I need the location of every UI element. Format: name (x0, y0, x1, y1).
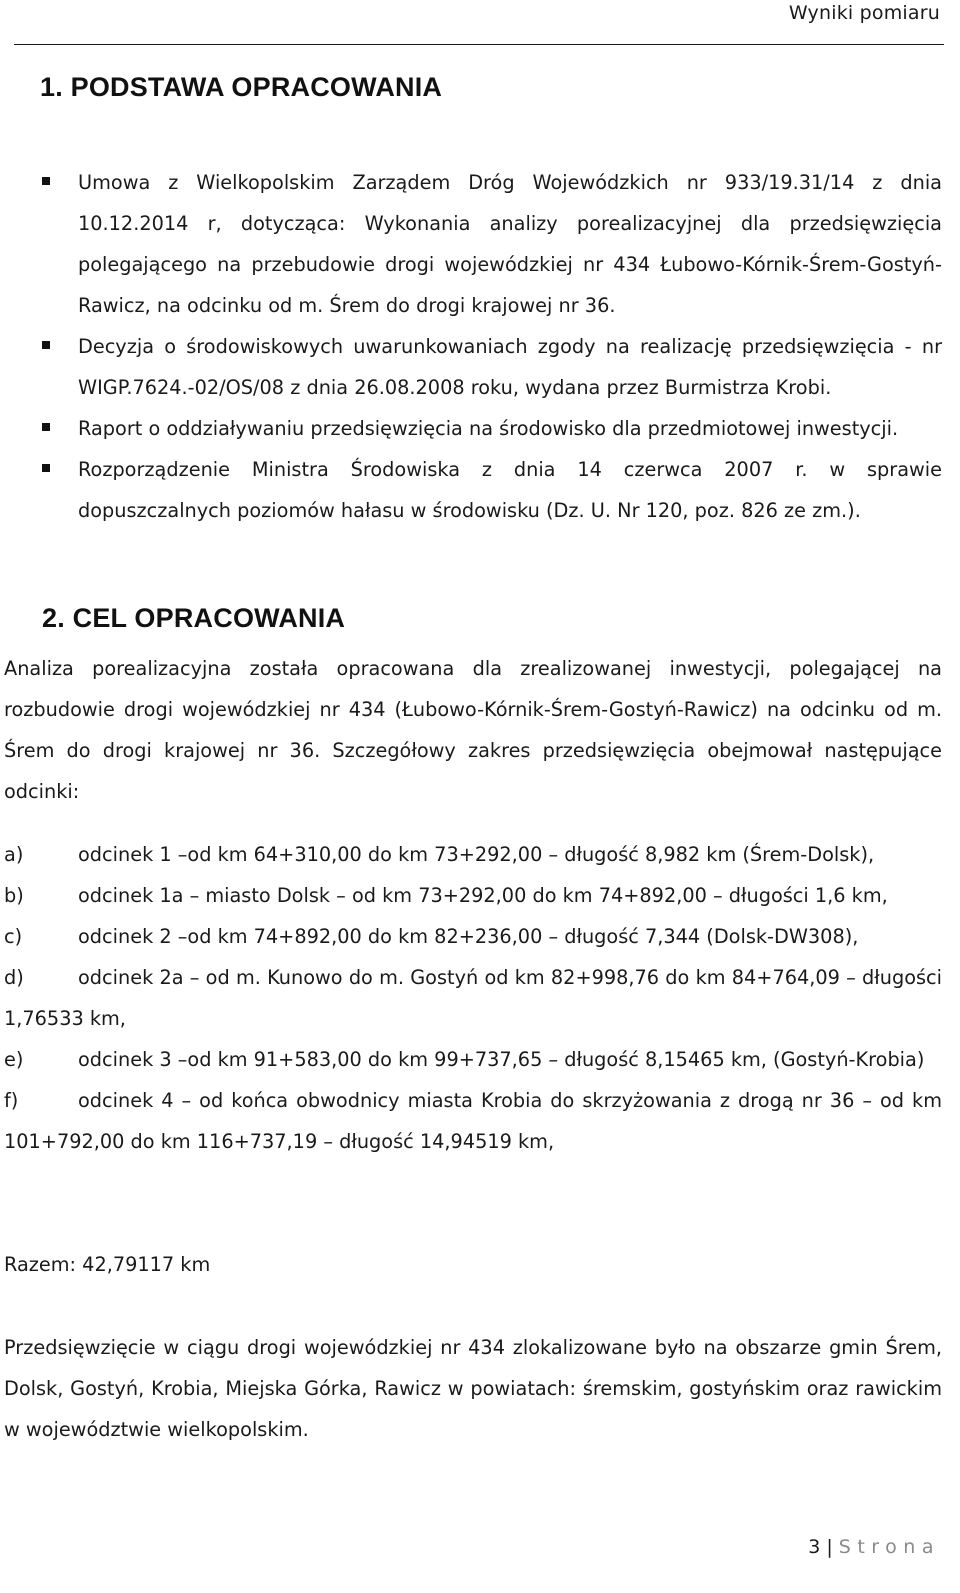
segment-label: b) (4, 884, 24, 907)
section-2-heading: 2. CEL OPRACOWANIA (42, 603, 346, 633)
segment-text: odcinek 4 – od końca obwodnicy miasta Krobia do skrzyżowania z drogą nr 36 – od km 101+792,00 do km 116+737,19 – długość 14,94519 km, (4, 1089, 942, 1153)
segment-text: odcinek 2a – od m. Kunowo do m. Gostyń od km 82+998,76 do km 84+764,09 – długości 1,76533 km, (4, 966, 942, 1030)
road-segments-list (4, 834, 942, 1162)
bullet-item-contract (40, 162, 942, 326)
bullet-item-report (40, 408, 942, 449)
section-1-heading: 1. PODSTAWA OPRACOWANIA (40, 72, 443, 102)
page-footer (808, 1536, 940, 1558)
segment-label: f) (4, 1089, 19, 1112)
bullet-text: Raport o oddziaływaniu przedsięwzięcia na środowisko dla przedmiotowej inwestycji. (78, 417, 899, 440)
square-bullet-icon (42, 341, 50, 349)
footer-separator: | (826, 1536, 833, 1558)
segment-label: a) (4, 843, 24, 866)
page-number: 3 (808, 1536, 821, 1558)
segment-item (4, 875, 942, 916)
total-length: Razem: 42,79117 km (4, 1253, 211, 1276)
segment-text: odcinek 1 –od km 64+310,00 do km 73+292,00 – długość 8,982 km (Śrem-Dolsk), (78, 843, 875, 866)
segment-label: d) (4, 966, 24, 989)
running-header: Wyniki pomiaru (788, 2, 940, 24)
segment-label: c) (4, 925, 23, 948)
square-bullet-icon (42, 423, 50, 431)
segment-text: odcinek 2 –od km 74+892,00 do km 82+236,00 – długość 7,344 (Dolsk-DW308), (78, 925, 859, 948)
purpose-paragraph: Analiza porealizacyjna została opracowana dla zrealizowanej inwestycji, polegającej na rozbudowie drogi wojewódzkiej nr 434 (Łubowo-Kórnik-Śrem-Gostyń-Rawicz) na odcinku od m. Śrem do drogi krajowej nr 36. Szczegółowy zakres przedsięwzięcia obejmował następujące odcinki: (4, 657, 942, 803)
bullet-item-decision (40, 326, 942, 408)
square-bullet-icon (42, 464, 50, 472)
header-rule (14, 44, 944, 45)
bullet-text: Umowa z Wielkopolskim Zarządem Dróg Wojewódzkich nr 933/19.31/14 z dnia 10.12.2014 r, dotycząca: Wykonania analizy porealizacyjnej dla przedsięwzięcia polegającego na przebudowie drogi wojewódzkiej nr 434 Łubowo-Kórnik-Śrem-Gostyń-Rawicz, na odcinku od m. Śrem do drogi krajowej nr 36. (78, 171, 942, 317)
location-paragraph: Przedsięwzięcie w ciągu drogi wojewódzkiej nr 434 zlokalizowane było na obszarze gmin Śrem, Dolsk, Gostyń, Krobia, Miejska Górka, Rawicz w powiatach: śremskim, gostyńskim oraz rawickim w województwie wielkopolskim. (4, 1336, 942, 1441)
segment-item (4, 1039, 942, 1080)
bullet-text: Rozporządzenie Ministra Środowiska z dnia 14 czerwca 2007 r. w sprawie dopuszczalnych poziomów hałasu w środowisku (Dz. U. Nr 120, poz. 826 ze zm.). (78, 458, 942, 522)
segment-item (4, 916, 942, 957)
page-label: Strona (838, 1536, 940, 1558)
bullet-text: Decyzja o środowiskowych uwarunkowaniach zgody na realizację przedsięwzięcia - nr WIGP.7624.-02/OS/08 z dnia 26.08.2008 roku, wydana przez Burmistrza Krobi. (78, 335, 942, 399)
segment-item (4, 957, 942, 1039)
segment-item (4, 834, 942, 875)
segment-label: e) (4, 1048, 24, 1071)
segment-item (4, 1080, 942, 1162)
segment-text: odcinek 3 –od km 91+583,00 do km 99+737,65 – długość 8,15465 km, (Gostyń-Krobia) (78, 1048, 925, 1071)
basis-bullet-list (40, 162, 942, 531)
square-bullet-icon (42, 177, 50, 185)
bullet-item-regulation (40, 449, 942, 531)
segment-text: odcinek 1a – miasto Dolsk – od km 73+292,00 do km 74+892,00 – długości 1,6 km, (78, 884, 888, 907)
